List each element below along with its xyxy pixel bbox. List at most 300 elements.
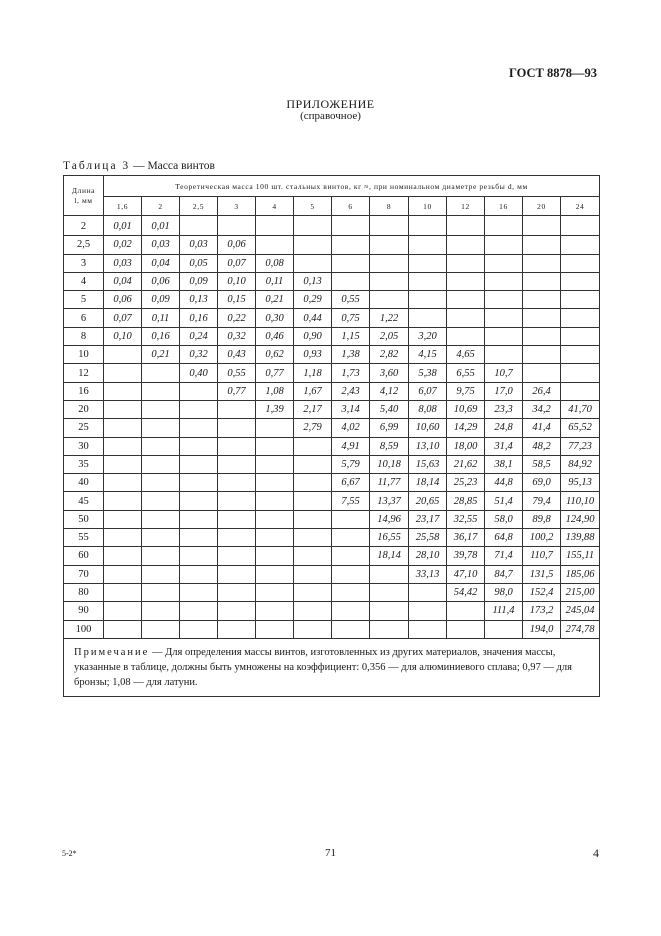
- mass-cell: 0,43: [218, 346, 256, 364]
- mass-cell: [485, 346, 523, 364]
- mass-cell: [218, 437, 256, 455]
- note-cell: [64, 638, 600, 696]
- mass-cell: [142, 400, 180, 418]
- length-cell: 12: [64, 364, 104, 382]
- mass-cell: 16,55: [370, 529, 409, 547]
- mass-cell: 0,08: [256, 254, 294, 272]
- diameter-header-cell: 24: [561, 197, 600, 216]
- mass-cell: 10,60: [409, 419, 447, 437]
- mass-cell: [180, 602, 218, 620]
- mass-cell: 110,7: [523, 547, 561, 565]
- mass-cell: [104, 419, 142, 437]
- length-cell: 20: [64, 400, 104, 418]
- mass-cell: 0,01: [142, 216, 180, 236]
- mass-cell: 111,4: [485, 602, 523, 620]
- mass-cell: 5,79: [332, 455, 370, 473]
- mass-cell: [218, 400, 256, 418]
- mass-cell: [256, 236, 294, 254]
- mass-cell: [485, 236, 523, 254]
- mass-cell: 1,22: [370, 309, 409, 327]
- mass-cell: [180, 565, 218, 583]
- mass-cell: [142, 455, 180, 473]
- mass-cell: [332, 583, 370, 601]
- table-row: [64, 529, 600, 547]
- mass-cell: 4,91: [332, 437, 370, 455]
- mass-cell: [256, 620, 294, 638]
- mass-cell: 41,70: [561, 400, 600, 418]
- length-cell: 16: [64, 382, 104, 400]
- mass-cell: 3,20: [409, 327, 447, 345]
- mass-cell: [370, 291, 409, 309]
- mass-cell: 79,4: [523, 492, 561, 510]
- mass-cell: 0,40: [180, 364, 218, 382]
- mass-cell: 0,29: [294, 291, 332, 309]
- mass-cell: [561, 291, 600, 309]
- mass-cell: 65,52: [561, 419, 600, 437]
- mass-cell: 89,8: [523, 510, 561, 528]
- table-row: [64, 216, 600, 236]
- mass-cell: [561, 272, 600, 290]
- mass-cell: [218, 529, 256, 547]
- length-cell: 3: [64, 254, 104, 272]
- mass-cell: 18,00: [447, 437, 485, 455]
- mass-cell: 5,38: [409, 364, 447, 382]
- mass-cell: 38,1: [485, 455, 523, 473]
- mass-cell: 124,90: [561, 510, 600, 528]
- mass-cell: 0,75: [332, 309, 370, 327]
- mass-cell: 4,15: [409, 346, 447, 364]
- diameter-header-cell: 10: [409, 197, 447, 216]
- mass-cell: [447, 291, 485, 309]
- mass-cell: 173,2: [523, 602, 561, 620]
- mass-cell: 0,03: [104, 254, 142, 272]
- mass-cell: [370, 583, 409, 601]
- mass-cell: [370, 272, 409, 290]
- mass-cell: 41,4: [523, 419, 561, 437]
- mass-cell: [256, 583, 294, 601]
- mass-cell: 1,08: [256, 382, 294, 400]
- mass-cell: 4,65: [447, 346, 485, 364]
- diameter-header-cell: 20: [523, 197, 561, 216]
- table-row: [64, 474, 600, 492]
- mass-cell: [447, 620, 485, 638]
- mass-cell: 48,2: [523, 437, 561, 455]
- mass-cell: [523, 309, 561, 327]
- mass-cell: 2,17: [294, 400, 332, 418]
- mass-cell: [485, 309, 523, 327]
- mass-cell: [142, 583, 180, 601]
- mass-cell: 0,77: [256, 364, 294, 382]
- mass-cell: [294, 437, 332, 455]
- mass-cell: 39,78: [447, 547, 485, 565]
- mass-cell: [294, 455, 332, 473]
- mass-cell: [332, 547, 370, 565]
- mass-cell: 0,01: [104, 216, 142, 236]
- mass-cell: [332, 510, 370, 528]
- mass-cell: [409, 583, 447, 601]
- mass-cell: 32,55: [447, 510, 485, 528]
- mass-cell: 58,5: [523, 455, 561, 473]
- mass-cell: 0,30: [256, 309, 294, 327]
- length-cell: 4: [64, 272, 104, 290]
- mass-cell: [142, 382, 180, 400]
- mass-cell: 0,10: [218, 272, 256, 290]
- mass-cell: [218, 583, 256, 601]
- mass-cell: 2,05: [370, 327, 409, 345]
- mass-cell: [104, 474, 142, 492]
- length-header-unit: l, мм: [74, 195, 93, 205]
- mass-cell: [218, 547, 256, 565]
- mass-cell: 25,58: [409, 529, 447, 547]
- mass-cell: [332, 565, 370, 583]
- mass-cell: 8,08: [409, 400, 447, 418]
- mass-cell: [294, 510, 332, 528]
- mass-cell: [561, 309, 600, 327]
- mass-cell: [218, 492, 256, 510]
- table-row: [64, 327, 600, 345]
- length-cell: 100: [64, 620, 104, 638]
- table-row: [64, 583, 600, 601]
- mass-cell: [294, 529, 332, 547]
- mass-cell: [409, 272, 447, 290]
- mass-cell: 13,37: [370, 492, 409, 510]
- mass-cell: [294, 492, 332, 510]
- mass-cell: [485, 327, 523, 345]
- mass-cell: 69,0: [523, 474, 561, 492]
- mass-cell: [256, 547, 294, 565]
- mass-cell: [523, 364, 561, 382]
- mass-cell: [218, 510, 256, 528]
- table-row: [64, 272, 600, 290]
- mass-cell: 139,88: [561, 529, 600, 547]
- mass-cell: [180, 382, 218, 400]
- mass-cell: [485, 272, 523, 290]
- mass-cell: 4,12: [370, 382, 409, 400]
- mass-cell: [180, 216, 218, 236]
- length-header-label: Длина: [71, 185, 96, 195]
- mass-cell: [180, 529, 218, 547]
- mass-cell: 84,7: [485, 565, 523, 583]
- table-row: [64, 309, 600, 327]
- table-row: [64, 510, 600, 528]
- mass-cell: 0,05: [180, 254, 218, 272]
- mass-cell: [180, 510, 218, 528]
- mass-cell: [104, 382, 142, 400]
- mass-cell: 13,10: [409, 437, 447, 455]
- mass-cell: [104, 346, 142, 364]
- mass-cell: [294, 474, 332, 492]
- mass-cell: [218, 620, 256, 638]
- mass-cell: [218, 419, 256, 437]
- length-cell: 5: [64, 291, 104, 309]
- mass-cell: 0,04: [104, 272, 142, 290]
- mass-cell: [142, 364, 180, 382]
- mass-cell: [447, 327, 485, 345]
- mass-cell: [104, 529, 142, 547]
- mass-cell: [294, 236, 332, 254]
- mass-cell: [104, 492, 142, 510]
- mass-cell: [142, 419, 180, 437]
- mass-cell: [142, 474, 180, 492]
- footer-print-mark: 5-2*: [62, 849, 77, 858]
- diameter-header-cell: 2: [142, 197, 180, 216]
- mass-cell: 110,10: [561, 492, 600, 510]
- table-row: [64, 419, 600, 437]
- table-row: [64, 364, 600, 382]
- length-cell: 70: [64, 565, 104, 583]
- table-row: [64, 620, 600, 638]
- mass-cell: 0,06: [142, 272, 180, 290]
- mass-cell: [180, 437, 218, 455]
- mass-cell: [104, 364, 142, 382]
- mass-cell: 0,09: [142, 291, 180, 309]
- mass-cell: [409, 236, 447, 254]
- mass-cell: 0,93: [294, 346, 332, 364]
- mass-cell: 14,29: [447, 419, 485, 437]
- mass-cell: [104, 437, 142, 455]
- mass-cell: [523, 254, 561, 272]
- mass-cell: [370, 620, 409, 638]
- mass-cell: 0,32: [180, 346, 218, 364]
- mass-cell: 0,32: [218, 327, 256, 345]
- mass-cell: [256, 455, 294, 473]
- mass-cell: 33,13: [409, 565, 447, 583]
- mass-cell: [104, 620, 142, 638]
- mass-cell: [180, 620, 218, 638]
- mass-cell: 84,92: [561, 455, 600, 473]
- mass-cell: [180, 583, 218, 601]
- mass-cell: 6,07: [409, 382, 447, 400]
- mass-cell: 8,59: [370, 437, 409, 455]
- mass-cell: 71,4: [485, 547, 523, 565]
- mass-cell: 15,63: [409, 455, 447, 473]
- mass-cell: 0,21: [256, 291, 294, 309]
- table-row: [64, 236, 600, 254]
- mass-cell: [447, 254, 485, 272]
- mass-cell: 0,90: [294, 327, 332, 345]
- length-cell: 6: [64, 309, 104, 327]
- mass-cell: [142, 602, 180, 620]
- mass-cell: [523, 272, 561, 290]
- note-row: [64, 638, 600, 696]
- mass-cell: 24,8: [485, 419, 523, 437]
- length-cell: 2,5: [64, 236, 104, 254]
- mass-cell: [561, 236, 600, 254]
- mass-cell: 44,8: [485, 474, 523, 492]
- table-row: [64, 565, 600, 583]
- mass-cell: 23,3: [485, 400, 523, 418]
- mass-cell: 10,18: [370, 455, 409, 473]
- mass-cell: [485, 291, 523, 309]
- mass-cell: [294, 602, 332, 620]
- mass-cell: 0,15: [218, 291, 256, 309]
- mass-cell: [256, 565, 294, 583]
- table-row: [64, 455, 600, 473]
- length-cell: 10: [64, 346, 104, 364]
- mass-cell: [180, 400, 218, 418]
- length-cell: 8: [64, 327, 104, 345]
- mass-cell: 274,78: [561, 620, 600, 638]
- mass-cell: 1,18: [294, 364, 332, 382]
- length-cell: 25: [64, 419, 104, 437]
- note-label: Примечание: [74, 646, 150, 658]
- mass-cell: 0,11: [142, 309, 180, 327]
- mass-cell: 1,38: [332, 346, 370, 364]
- table-caption-title: — Масса винтов: [133, 160, 215, 172]
- mass-cell: [447, 236, 485, 254]
- mass-cell: 131,5: [523, 565, 561, 583]
- mass-cell: [332, 254, 370, 272]
- mass-cell: [561, 346, 600, 364]
- mass-cell: [218, 455, 256, 473]
- mass-cell: [294, 620, 332, 638]
- mass-cell: 18,14: [409, 474, 447, 492]
- mass-cell: 0,06: [104, 291, 142, 309]
- mass-cell: 0,46: [256, 327, 294, 345]
- footer-sheet-number: 4: [593, 846, 599, 860]
- length-cell: 45: [64, 492, 104, 510]
- mass-cell: [485, 620, 523, 638]
- mass-cell: 215,00: [561, 583, 600, 601]
- mass-cell: 1,39: [256, 400, 294, 418]
- mass-cell: [523, 291, 561, 309]
- mass-cell: [409, 309, 447, 327]
- mass-cell: [142, 565, 180, 583]
- mass-cell: 0,44: [294, 309, 332, 327]
- mass-cell: 0,16: [142, 327, 180, 345]
- mass-cell: 54,42: [447, 583, 485, 601]
- mass-cell: [142, 510, 180, 528]
- mass-cell: [409, 216, 447, 236]
- document-code: ГОСТ 8878—93: [508, 66, 597, 80]
- mass-cell: [104, 400, 142, 418]
- mass-cell: 0,07: [218, 254, 256, 272]
- mass-cell: [294, 547, 332, 565]
- mass-cell: [523, 346, 561, 364]
- mass-cell: [561, 364, 600, 382]
- length-cell: 2: [64, 216, 104, 236]
- mass-cell: [256, 529, 294, 547]
- table-row: [64, 291, 600, 309]
- diameter-header-cell: 8: [370, 197, 409, 216]
- mass-cell: [523, 236, 561, 254]
- mass-cell: 0,06: [218, 236, 256, 254]
- mass-cell: [180, 474, 218, 492]
- mass-cell: 0,55: [332, 291, 370, 309]
- footer-page-number: 71: [325, 847, 336, 859]
- mass-cell: 2,43: [332, 382, 370, 400]
- mass-cell: 0,04: [142, 254, 180, 272]
- mass-cell: [104, 602, 142, 620]
- diameter-header-cell: 1,6: [104, 197, 142, 216]
- mass-cell: [447, 309, 485, 327]
- mass-cell: 25,23: [447, 474, 485, 492]
- table-caption: [63, 160, 215, 172]
- mass-cell: [294, 583, 332, 601]
- mass-cell: 11,77: [370, 474, 409, 492]
- mass-cell: 2,82: [370, 346, 409, 364]
- mass-cell: 23,17: [409, 510, 447, 528]
- mass-cell: [370, 602, 409, 620]
- mass-cell: [332, 272, 370, 290]
- mass-cell: 6,67: [332, 474, 370, 492]
- mass-cell: [256, 510, 294, 528]
- mass-cell: 0,13: [180, 291, 218, 309]
- mass-cell: [370, 254, 409, 272]
- mass-span-header: Теоретическая масса 100 шт. стальных винтов, кг ≈, при номинальном диаметре резьбы d, мм: [104, 176, 600, 197]
- mass-cell: 28,10: [409, 547, 447, 565]
- mass-cell: [180, 547, 218, 565]
- mass-cell: 0,07: [104, 309, 142, 327]
- mass-cell: 26,4: [523, 382, 561, 400]
- mass-cell: [332, 602, 370, 620]
- mass-cell: [180, 419, 218, 437]
- mass-cell: [180, 492, 218, 510]
- mass-cell: [218, 474, 256, 492]
- mass-cell: 14,96: [370, 510, 409, 528]
- mass-cell: 95,13: [561, 474, 600, 492]
- mass-cell: 6,99: [370, 419, 409, 437]
- mass-cell: [142, 547, 180, 565]
- mass-cell: [104, 510, 142, 528]
- mass-cell: 194,0: [523, 620, 561, 638]
- table-row: [64, 400, 600, 418]
- length-cell: 35: [64, 455, 104, 473]
- diameter-header-cell: 4: [256, 197, 294, 216]
- mass-cell: [370, 236, 409, 254]
- mass-cell: 7,55: [332, 492, 370, 510]
- mass-cell: 0,03: [142, 236, 180, 254]
- length-cell: 55: [64, 529, 104, 547]
- mass-cell: [370, 216, 409, 236]
- mass-cell: 2,79: [294, 419, 332, 437]
- appendix-subtitle: (справочное): [300, 110, 361, 122]
- mass-cell: [256, 492, 294, 510]
- mass-cell: 152,4: [523, 583, 561, 601]
- mass-cell: 0,13: [294, 272, 332, 290]
- mass-cell: 3,14: [332, 400, 370, 418]
- mass-cell: 10,7: [485, 364, 523, 382]
- length-cell: 60: [64, 547, 104, 565]
- mass-cell: 6,55: [447, 364, 485, 382]
- length-cell: 50: [64, 510, 104, 528]
- mass-cell: [409, 602, 447, 620]
- mass-cell: [104, 547, 142, 565]
- mass-cell: 18,14: [370, 547, 409, 565]
- mass-cell: 0,21: [142, 346, 180, 364]
- mass-cell: [256, 216, 294, 236]
- mass-cell: 9,75: [447, 382, 485, 400]
- length-cell: 90: [64, 602, 104, 620]
- mass-cell: [409, 254, 447, 272]
- mass-cell: 0,55: [218, 364, 256, 382]
- mass-cell: [447, 602, 485, 620]
- mass-cell: [104, 583, 142, 601]
- length-cell: 30: [64, 437, 104, 455]
- appendix-title: ПРИЛОЖЕНИЕ: [286, 97, 375, 111]
- length-cell: 80: [64, 583, 104, 601]
- mass-cell: 100,2: [523, 529, 561, 547]
- mass-cell: 155,11: [561, 547, 600, 565]
- mass-cell: 21,62: [447, 455, 485, 473]
- mass-cell: [218, 216, 256, 236]
- mass-cell: 28,85: [447, 492, 485, 510]
- mass-cell: 77,23: [561, 437, 600, 455]
- table-row: [64, 547, 600, 565]
- mass-cell: 64,8: [485, 529, 523, 547]
- mass-cell: [218, 565, 256, 583]
- table-row: [64, 346, 600, 364]
